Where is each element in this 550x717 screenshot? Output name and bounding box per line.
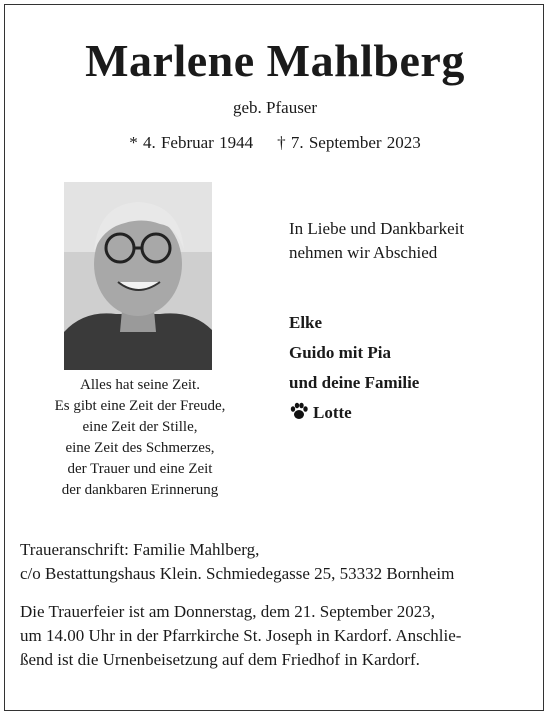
mourner-name: und deine Familie — [289, 373, 420, 392]
poem-line: der dankbaren Erinnerung — [61, 482, 219, 498]
poem-line: eine Zeit des Schmerzes, — [65, 440, 215, 456]
poem-line: eine Zeit der Stille, — [82, 419, 198, 435]
mourners-list — [289, 308, 419, 428]
poem — [20, 375, 260, 501]
service-line: Die Trauerfeier ist am Donnerstag, dem 21. September 2023, — [20, 602, 435, 621]
birth-date: * 4. Februar 1944 — [129, 133, 254, 152]
service-line: um 14.00 Uhr in der Pfarrkirche St. Joseph in Kardorf. Anschlie- — [20, 626, 462, 645]
poem-line: Es gibt eine Zeit der Freude, — [54, 398, 226, 414]
mourner-name: Elke — [289, 313, 323, 332]
portrait-photo — [64, 182, 212, 370]
paw-icon — [289, 402, 309, 420]
pet-line — [289, 398, 419, 428]
death-date: † 7. September 2023 — [277, 133, 421, 152]
farewell-line: In Liebe und Dankbarkeit — [289, 219, 465, 238]
life-dates — [0, 133, 550, 153]
deceased-name: Marlene Mahlberg — [85, 35, 465, 86]
address-line: Traueranschrift: Familie Mahlberg, — [20, 540, 260, 559]
funeral-service-info — [20, 600, 461, 672]
service-line: ßend ist die Urnenbeisetzung auf dem Friedhof in Kardorf. — [20, 650, 420, 669]
mourning-address — [20, 538, 454, 586]
poem-line: Alles hat seine Zeit. — [80, 377, 200, 393]
farewell-text — [289, 217, 464, 265]
poem-line: der Trauer und eine Zeit — [67, 461, 213, 477]
pet-name: Lotte — [313, 403, 352, 422]
mourner-name: Guido mit Pia — [289, 343, 392, 362]
portrait-illustration — [64, 182, 212, 370]
farewell-line: nehmen wir Abschied — [289, 243, 438, 262]
address-line: c/o Bestattungshaus Klein. Schmiedegasse 25, 53332 Bornheim — [20, 564, 455, 583]
maiden-name: geb. Pfauser — [232, 98, 318, 117]
